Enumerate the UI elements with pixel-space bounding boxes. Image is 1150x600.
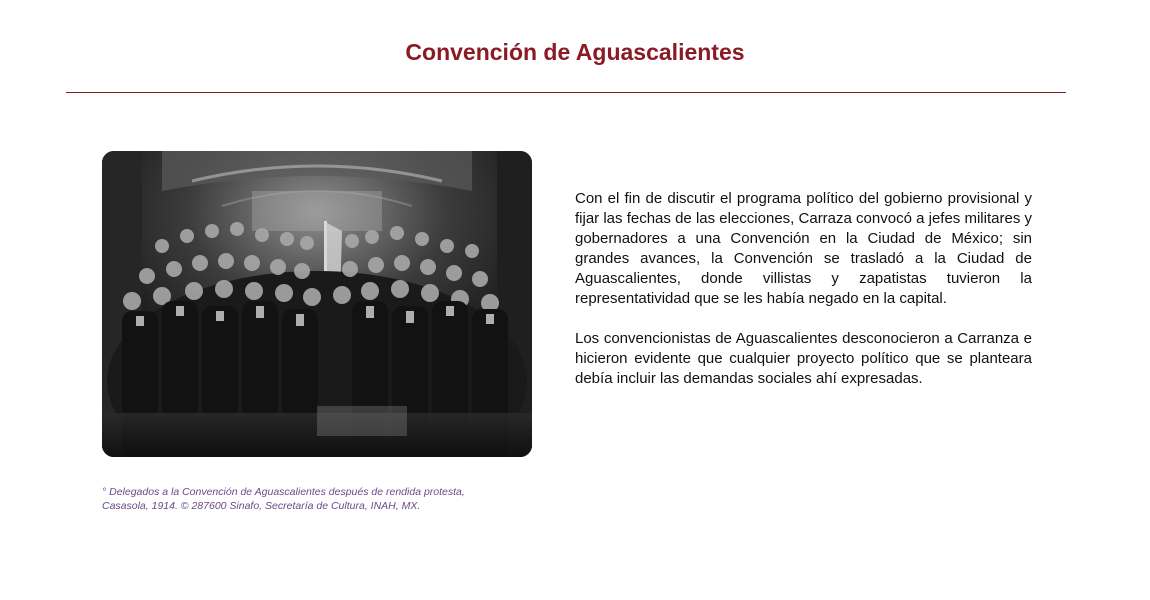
paragraph-2: Los convencionistas de Aguascalientes desconocieron a Carranza e hicieron evidente que cualquier proyecto político que se planteara debía incluir las demandas sociales ahí expresadas. — [575, 330, 1032, 387]
caption-line-2: Casasola, 1914. © 287600 Sinafo, Secretaría de Cultura, INAH, MX. — [102, 500, 421, 512]
paragraph-1: Con el fin de discutir el programa político del gobierno provisional y fijar las fechas de las elecciones, Carraza convocó a jefes militares y gobernadores a una Convención en la Ciudad de México; sin grandes avances, la Convención se trasladó a la Ciudad de Aguascalientes, donde villistas y zapatistas tuvieron la representatividad que se les había negado en la capital. — [575, 190, 1032, 307]
body-text — [575, 189, 1032, 409]
page-title: Convención de Aguascalientes — [405, 39, 745, 65]
historical-photo — [102, 151, 532, 457]
caption-line-1: ° Delegados a la Convención de Aguascalientes después de rendida protesta, — [102, 486, 465, 498]
title-divider — [66, 92, 1066, 93]
photo-caption — [102, 485, 522, 513]
